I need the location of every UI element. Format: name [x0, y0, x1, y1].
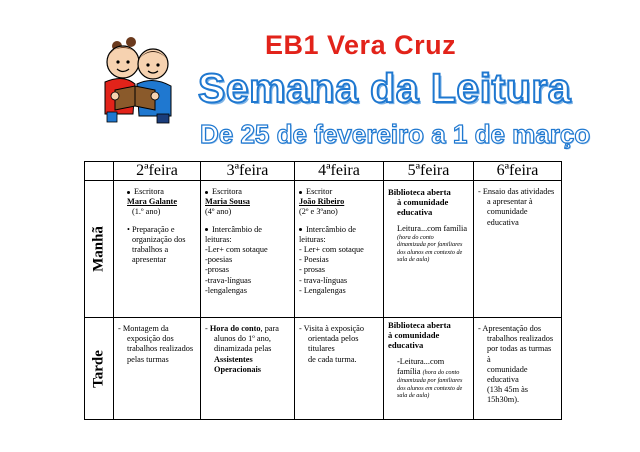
activity-text: comunidade [487, 207, 528, 217]
activity-text: , para [260, 324, 279, 333]
story-hour-label: Hora do conto [209, 324, 261, 333]
staff-label: Operacionais [214, 364, 262, 374]
activity-text: -poesias [205, 255, 233, 265]
activity-text: trabalhos realizados [487, 334, 554, 344]
writer-role: Escritora [212, 187, 242, 196]
activity-note: (hora do conto [397, 234, 434, 242]
library-heading: educativa [397, 207, 433, 217]
writer-name: João Ribeiro [299, 197, 345, 207]
activity-text: • Preparação e [127, 224, 175, 234]
activity-text: - Apresentação dos [478, 324, 542, 333]
activity-text: a apresentar à [487, 197, 533, 207]
activity-note: dinamizada por familiares [397, 241, 463, 249]
activity-title: Intercâmbio de leituras: [299, 224, 356, 244]
activity-text: - Lengalengas [299, 285, 346, 295]
activity-text: -Ler+ com sotaque [205, 245, 268, 255]
activity-note: sala de aula) [397, 255, 430, 263]
activity-text: de cada turma. [308, 354, 357, 364]
book-icon [111, 86, 159, 110]
activity-text: pelas turmas [127, 354, 169, 364]
period-label-afternoon [85, 318, 114, 420]
day-header-thursday: 5ªfeira [384, 162, 474, 181]
activity-text: Leitura...com família [397, 224, 468, 233]
activity-text: comunidade [487, 364, 528, 374]
right-child-figure [137, 49, 171, 123]
activity-text: -lengalengas [205, 285, 247, 295]
activity-text: - Visita à exposição [299, 324, 365, 333]
activity-text: educativa [487, 217, 519, 227]
afternoon-friday-cell [474, 318, 562, 420]
activity-text: -Leitura...com [397, 357, 445, 366]
activity-text: alunos do 1º ano, [214, 334, 271, 344]
day-header-wednesday: 4ªfeira [295, 162, 384, 181]
day-header-tuesday: 3ªfeira [201, 162, 295, 181]
activity-text: organização dos [132, 234, 186, 244]
activity-text: - trava-línguas [299, 275, 348, 285]
activity-note: (hora do conto [422, 369, 460, 377]
library-heading: à comunidade [397, 197, 449, 207]
children-reading-book-icon [93, 24, 175, 128]
activity-text: por todas as turmas à [487, 344, 552, 364]
activity-text: educativa [487, 375, 519, 385]
writer-grade: (1.º ano) [132, 207, 161, 217]
activity-text: família [397, 367, 423, 377]
activity-text: - Poesias [299, 255, 329, 265]
activity-note: sala de aula) [397, 391, 430, 399]
afternoon-wednesday-cell [295, 318, 384, 420]
activity-text: trabalhos realizados [127, 344, 194, 354]
writer-role: Escritora [134, 187, 164, 196]
bullet-icon [299, 228, 302, 231]
activity-text: - Montagem da [118, 324, 169, 333]
activity-text: - prosas [299, 265, 326, 275]
library-heading: educativa [388, 340, 424, 350]
staff-label: Assistentes [214, 354, 253, 364]
activity-text: orientada pelos titulares [308, 334, 359, 354]
activity-text: exposição dos [127, 334, 174, 344]
bullet-icon [299, 191, 302, 194]
activity-text: -trava-línguas [205, 275, 252, 285]
activity-text: (13h 45m às 15h30m). [487, 385, 529, 405]
school-name: EB1 Vera Cruz [265, 30, 457, 60]
page-title: Semana da Leitura [198, 65, 572, 111]
day-header-row [85, 162, 562, 181]
bullet-icon [205, 191, 208, 194]
day-header-friday: 6ªfeira [474, 162, 562, 181]
activity-note: dos alunos em contexto de [397, 384, 463, 392]
day-header-monday: 2ªfeira [114, 162, 201, 181]
schedule-table [84, 161, 562, 420]
morning-wednesday-cell [295, 181, 384, 318]
period-label-morning [85, 181, 114, 318]
activity-text: -prosas [205, 265, 229, 275]
period-label-text: Manhã [90, 226, 107, 272]
writer-role: Escritor [306, 187, 333, 196]
morning-friday-cell [474, 181, 562, 318]
morning-monday-cell [114, 181, 201, 318]
afternoon-thursday-cell [384, 318, 474, 420]
library-heading: à comunidade [388, 330, 440, 340]
activity-text: dinamizada pelas [214, 344, 272, 354]
left-child-figure [105, 37, 139, 122]
afternoon-monday-cell [114, 318, 201, 420]
activity-title: Intercâmbio de leituras: [205, 224, 262, 244]
date-range: De 25 de fevereiro a 1 de março [200, 119, 591, 149]
morning-thursday-cell [384, 181, 474, 318]
writer-grade: (4º ano) [205, 207, 232, 217]
bullet-icon [127, 191, 130, 194]
afternoon-row [85, 318, 562, 420]
morning-tuesday-cell [201, 181, 295, 318]
writer-name: Mara Galante [127, 197, 178, 207]
activity-text: - Ensaio das atividades [478, 187, 555, 196]
period-label-text: Tarde [90, 349, 107, 388]
writer-name: Maria Sousa [205, 197, 250, 207]
bullet-icon [205, 228, 208, 231]
activity-note: dos alunos em contexto de [397, 248, 463, 256]
corner-cell [85, 162, 114, 181]
activity-text: trabalhos a apresentar [132, 245, 169, 265]
activity-text: - Ler+ com sotaque [299, 245, 364, 255]
afternoon-tuesday-cell [201, 318, 295, 420]
activity-text: - [205, 324, 210, 333]
library-heading: Biblioteca aberta [388, 187, 451, 197]
activity-note: dinamizada por familiares [397, 377, 463, 385]
writer-grade: (2º e 3ºano) [299, 207, 338, 217]
library-heading: Biblioteca aberta [388, 320, 451, 330]
morning-row [85, 181, 562, 318]
